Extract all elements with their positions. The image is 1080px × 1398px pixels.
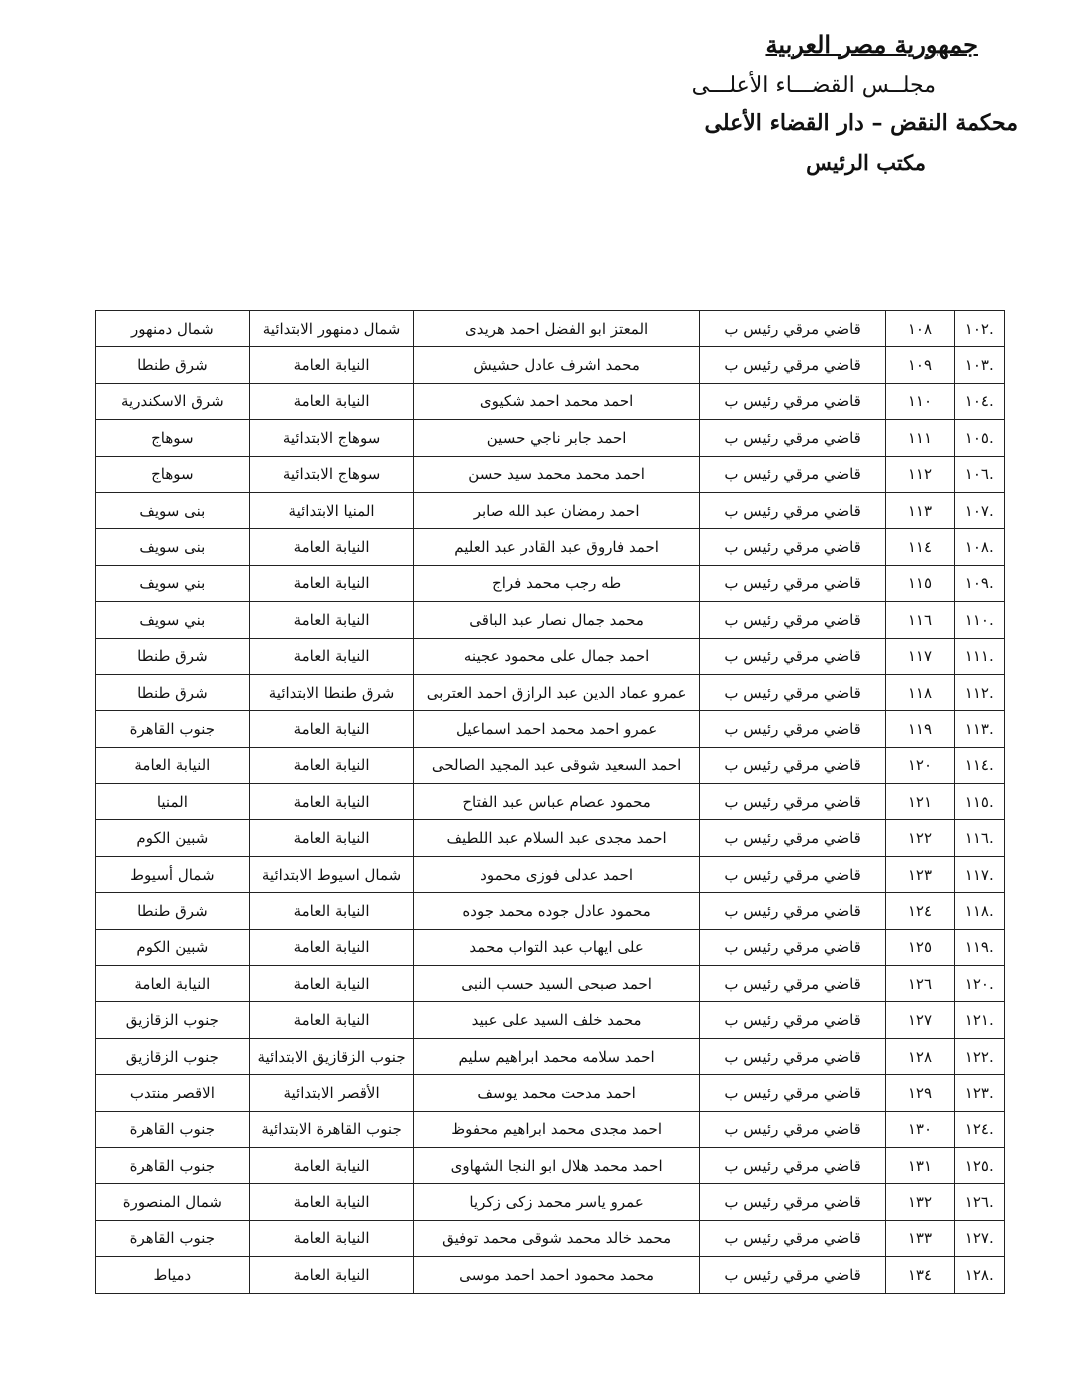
table-row <box>96 929 1005 965</box>
table-row <box>96 456 1005 492</box>
name-cell: احمد محمد محمد سيد حسن <box>414 456 699 492</box>
table-row <box>96 711 1005 747</box>
table-row <box>96 492 1005 528</box>
region-cell: شرق طنطا <box>96 893 250 929</box>
court-title: محكمة النقض – دار القضاء الأعلى <box>704 110 1018 136</box>
court-cell: النيابة العامة <box>249 893 414 929</box>
court-cell: النيابة العامة <box>249 638 414 674</box>
letterhead <box>688 30 1018 175</box>
court-cell: النيابة العامة <box>249 1184 414 1220</box>
serial-cell: .١٠٧ <box>954 492 1005 528</box>
title-cell: قاضي مرقي رئيس ب <box>699 1038 886 1074</box>
table-row <box>96 820 1005 856</box>
serial-cell: .١٢١ <box>954 1002 1005 1038</box>
serial-cell: .١٠٣ <box>954 347 1005 383</box>
court-cell: شمال دمنهور الابتدائية <box>249 311 414 347</box>
name-cell: محمد خلف السيد على عبيد <box>414 1002 699 1038</box>
court-cell: شمال اسيوط الابتدائية <box>249 856 414 892</box>
table-row <box>96 1002 1005 1038</box>
region-cell: سوهاج <box>96 456 250 492</box>
court-cell: النيابة العامة <box>249 966 414 1002</box>
region-cell: جنوب القاهرة <box>96 1220 250 1256</box>
serial-cell: .١١٤ <box>954 747 1005 783</box>
code-cell: ١١٩ <box>886 711 954 747</box>
name-cell: محمد محمود احمد احمد موسى <box>414 1257 699 1293</box>
serial-cell: .١٢٠ <box>954 966 1005 1002</box>
court-cell: النيابة العامة <box>249 1220 414 1256</box>
serial-cell: .١٠٥ <box>954 420 1005 456</box>
title-cell: قاضي مرقي رئيس ب <box>699 674 886 710</box>
region-cell: جنوب القاهرة <box>96 1147 250 1183</box>
court-cell: النيابة العامة <box>249 347 414 383</box>
region-cell: جنوب القاهرة <box>96 1111 250 1147</box>
table-row <box>96 638 1005 674</box>
name-cell: احمد عدلى فوزى محمود <box>414 856 699 892</box>
code-cell: ١٣٤ <box>886 1257 954 1293</box>
region-cell: بني سويف <box>96 565 250 601</box>
court-cell: جنوب القاهرة الابتدائية <box>249 1111 414 1147</box>
table-row <box>96 1220 1005 1256</box>
title-cell: قاضي مرقي رئيس ب <box>699 1111 886 1147</box>
court-cell: سوهاج الابتدائية <box>249 420 414 456</box>
court-cell: النيابة العامة <box>249 565 414 601</box>
serial-cell: .١١٣ <box>954 711 1005 747</box>
serial-cell: .١٢٦ <box>954 1184 1005 1220</box>
court-cell: النيابة العامة <box>249 820 414 856</box>
code-cell: ١٢١ <box>886 784 954 820</box>
name-cell: احمد جابر ناجي حسين <box>414 420 699 456</box>
title-cell: قاضي مرقي رئيس ب <box>699 1220 886 1256</box>
title-cell: قاضي مرقي رئيس ب <box>699 347 886 383</box>
title-cell: قاضي مرقي رئيس ب <box>699 711 886 747</box>
table-row <box>96 420 1005 456</box>
title-cell: قاضي مرقي رئيس ب <box>699 893 886 929</box>
region-cell: شرق طنطا <box>96 638 250 674</box>
serial-cell: .١٢٧ <box>954 1220 1005 1256</box>
table-row <box>96 565 1005 601</box>
serial-cell: .١٢٥ <box>954 1147 1005 1183</box>
court-cell: النيابة العامة <box>249 1002 414 1038</box>
table-row <box>96 893 1005 929</box>
serial-cell: .١٠٢ <box>954 311 1005 347</box>
serial-cell: .١٠٤ <box>954 383 1005 419</box>
code-cell: ١١٨ <box>886 674 954 710</box>
region-cell: شرق طنطا <box>96 674 250 710</box>
code-cell: ١٢٢ <box>886 820 954 856</box>
name-cell: احمد مدحت محمد يوسف <box>414 1075 699 1111</box>
region-cell: بني سويف <box>96 602 250 638</box>
region-cell: بنى سويف <box>96 529 250 565</box>
code-cell: ١١٣ <box>886 492 954 528</box>
title-cell: قاضي مرقي رئيس ب <box>699 966 886 1002</box>
region-cell: جنوب الزقازيق <box>96 1038 250 1074</box>
council-title: مجلــس القضـــاء الأعلـــى <box>691 73 936 98</box>
code-cell: ١٣١ <box>886 1147 954 1183</box>
code-cell: ١٢٣ <box>886 856 954 892</box>
region-cell: جنوب الزقازيق <box>96 1002 250 1038</box>
title-cell: قاضي مرقي رئيس ب <box>699 1075 886 1111</box>
name-cell: احمد محمد احمد شكيوى <box>414 383 699 419</box>
serial-cell: .١٢٨ <box>954 1257 1005 1293</box>
name-cell: طه رجب محمد فراج <box>414 565 699 601</box>
table-row <box>96 347 1005 383</box>
court-cell: الأقصر الابتدائية <box>249 1075 414 1111</box>
title-cell: قاضي مرقي رئيس ب <box>699 311 886 347</box>
code-cell: ١١٠ <box>886 383 954 419</box>
serial-cell: .١١٠ <box>954 602 1005 638</box>
name-cell: على ايهاب عبد التواب محمد <box>414 929 699 965</box>
country-title: جمهورية مصر العربية <box>765 30 978 59</box>
code-cell: ١١٢ <box>886 456 954 492</box>
court-cell: شرق طنطا الابتدائية <box>249 674 414 710</box>
title-cell: قاضي مرقي رئيس ب <box>699 456 886 492</box>
court-cell: النيابة العامة <box>249 711 414 747</box>
table-row <box>96 1147 1005 1183</box>
table-row <box>96 674 1005 710</box>
code-cell: ١٢٨ <box>886 1038 954 1074</box>
table-row <box>96 602 1005 638</box>
name-cell: احمد مجدى محمد ابراهيم محفوظ <box>414 1111 699 1147</box>
region-cell: شمال أسيوط <box>96 856 250 892</box>
serial-cell: .١٠٦ <box>954 456 1005 492</box>
serial-cell: .١٠٨ <box>954 529 1005 565</box>
table-row <box>96 856 1005 892</box>
table-row <box>96 529 1005 565</box>
code-cell: ١٣٠ <box>886 1111 954 1147</box>
court-cell: جنوب الزقازيق الابتدائية <box>249 1038 414 1074</box>
title-cell: قاضي مرقي رئيس ب <box>699 1257 886 1293</box>
code-cell: ١١٧ <box>886 638 954 674</box>
region-cell: شبين الكوم <box>96 929 250 965</box>
court-cell: النيابة العامة <box>249 383 414 419</box>
region-cell: النيابة العامة <box>96 747 250 783</box>
title-cell: قاضي مرقي رئيس ب <box>699 784 886 820</box>
name-cell: احمد مجدى عبد السلام عبد اللطيف <box>414 820 699 856</box>
name-cell: المعتز ابو الفضل احمد هريدى <box>414 311 699 347</box>
title-cell: قاضي مرقي رئيس ب <box>699 602 886 638</box>
serial-cell: .١١٨ <box>954 893 1005 929</box>
table-row <box>96 1038 1005 1074</box>
serial-cell: .١٢٣ <box>954 1075 1005 1111</box>
name-cell: احمد السعيد شوقى عبد المجيد الصالحى <box>414 747 699 783</box>
table-row <box>96 1075 1005 1111</box>
name-cell: احمد جمال على محمود عجينه <box>414 638 699 674</box>
code-cell: ١١٤ <box>886 529 954 565</box>
court-cell: النيابة العامة <box>249 1257 414 1293</box>
serial-cell: .١١٢ <box>954 674 1005 710</box>
title-cell: قاضي مرقي رئيس ب <box>699 565 886 601</box>
region-cell: سوهاج <box>96 420 250 456</box>
court-cell: النيابة العامة <box>249 1147 414 1183</box>
court-cell: النيابة العامة <box>249 929 414 965</box>
name-cell: محمد اشرف عادل حشيش <box>414 347 699 383</box>
name-cell: احمد سلامه محمد ابراهيم سليم <box>414 1038 699 1074</box>
region-cell: الاقصر منتدب <box>96 1075 250 1111</box>
title-cell: قاضي مرقي رئيس ب <box>699 492 886 528</box>
name-cell: احمد فاروق عبد القادر عبد العليم <box>414 529 699 565</box>
title-cell: قاضي مرقي رئيس ب <box>699 1147 886 1183</box>
region-cell: شرق طنطا <box>96 347 250 383</box>
court-cell: النيابة العامة <box>249 529 414 565</box>
serial-cell: .١٢٤ <box>954 1111 1005 1147</box>
name-cell: محمد جمال نصار عبد الباقى <box>414 602 699 638</box>
region-cell: دمياط <box>96 1257 250 1293</box>
serial-cell: .١١١ <box>954 638 1005 674</box>
title-cell: قاضي مرقي رئيس ب <box>699 929 886 965</box>
table-row <box>96 966 1005 1002</box>
region-cell: بنى سويف <box>96 492 250 528</box>
court-cell: النيابة العامة <box>249 784 414 820</box>
name-cell: عمرو عماد الدين عبد الرازق احمد العتربى <box>414 674 699 710</box>
serial-cell: .١٠٩ <box>954 565 1005 601</box>
region-cell: شمال دمنهور <box>96 311 250 347</box>
court-cell: المنيا الابتدائية <box>249 492 414 528</box>
code-cell: ١٢٤ <box>886 893 954 929</box>
name-cell: عمرو ياسر محمد زكى زكريا <box>414 1184 699 1220</box>
table-row <box>96 1184 1005 1220</box>
table-row <box>96 1257 1005 1293</box>
name-cell: احمد محمد هلال ابو النجا الشهاوى <box>414 1147 699 1183</box>
title-cell: قاضي مرقي رئيس ب <box>699 1184 886 1220</box>
table-body <box>96 311 1005 1294</box>
code-cell: ١٠٨ <box>886 311 954 347</box>
name-cell: عمرو احمد محمد احمد اسماعيل <box>414 711 699 747</box>
code-cell: ١٢٠ <box>886 747 954 783</box>
title-cell: قاضي مرقي رئيس ب <box>699 856 886 892</box>
code-cell: ١٠٩ <box>886 347 954 383</box>
table-row <box>96 1111 1005 1147</box>
code-cell: ١٣٣ <box>886 1220 954 1256</box>
name-cell: محمود عصام عباس عبد الفتاح <box>414 784 699 820</box>
region-cell: النيابة العامة <box>96 966 250 1002</box>
code-cell: ١٢٦ <box>886 966 954 1002</box>
office-title: مكتب الرئيس <box>806 150 926 175</box>
code-cell: ١١١ <box>886 420 954 456</box>
title-cell: قاضي مرقي رئيس ب <box>699 1002 886 1038</box>
code-cell: ١٢٧ <box>886 1002 954 1038</box>
title-cell: قاضي مرقي رئيس ب <box>699 383 886 419</box>
serial-cell: .١١٥ <box>954 784 1005 820</box>
name-cell: احمد صبحى السيد حسب النبى <box>414 966 699 1002</box>
title-cell: قاضي مرقي رئيس ب <box>699 638 886 674</box>
code-cell: ١٢٩ <box>886 1075 954 1111</box>
region-cell: شرق الاسكندرية <box>96 383 250 419</box>
court-cell: النيابة العامة <box>249 602 414 638</box>
serial-cell: .١١٦ <box>954 820 1005 856</box>
table-row <box>96 747 1005 783</box>
promotions-table <box>95 310 1005 1294</box>
serial-cell: .١٢٢ <box>954 1038 1005 1074</box>
name-cell: محمود عادل جوده محمد جوده <box>414 893 699 929</box>
title-cell: قاضي مرقي رئيس ب <box>699 420 886 456</box>
serial-cell: .١١٧ <box>954 856 1005 892</box>
code-cell: ١٣٢ <box>886 1184 954 1220</box>
serial-cell: .١١٩ <box>954 929 1005 965</box>
name-cell: محمد خالد محمد شوقى محمد توفيق <box>414 1220 699 1256</box>
title-cell: قاضي مرقي رئيس ب <box>699 820 886 856</box>
court-cell: النيابة العامة <box>249 747 414 783</box>
table-row <box>96 383 1005 419</box>
code-cell: ١١٦ <box>886 602 954 638</box>
region-cell: جنوب القاهرة <box>96 711 250 747</box>
name-cell: احمد رمضان عبد الله صابر <box>414 492 699 528</box>
region-cell: المنيا <box>96 784 250 820</box>
table-row <box>96 784 1005 820</box>
court-cell: سوهاج الابتدائية <box>249 456 414 492</box>
title-cell: قاضي مرقي رئيس ب <box>699 529 886 565</box>
title-cell: قاضي مرقي رئيس ب <box>699 747 886 783</box>
code-cell: ١٢٥ <box>886 929 954 965</box>
region-cell: شبين الكوم <box>96 820 250 856</box>
table-row <box>96 311 1005 347</box>
code-cell: ١١٥ <box>886 565 954 601</box>
region-cell: شمال المنصورة <box>96 1184 250 1220</box>
